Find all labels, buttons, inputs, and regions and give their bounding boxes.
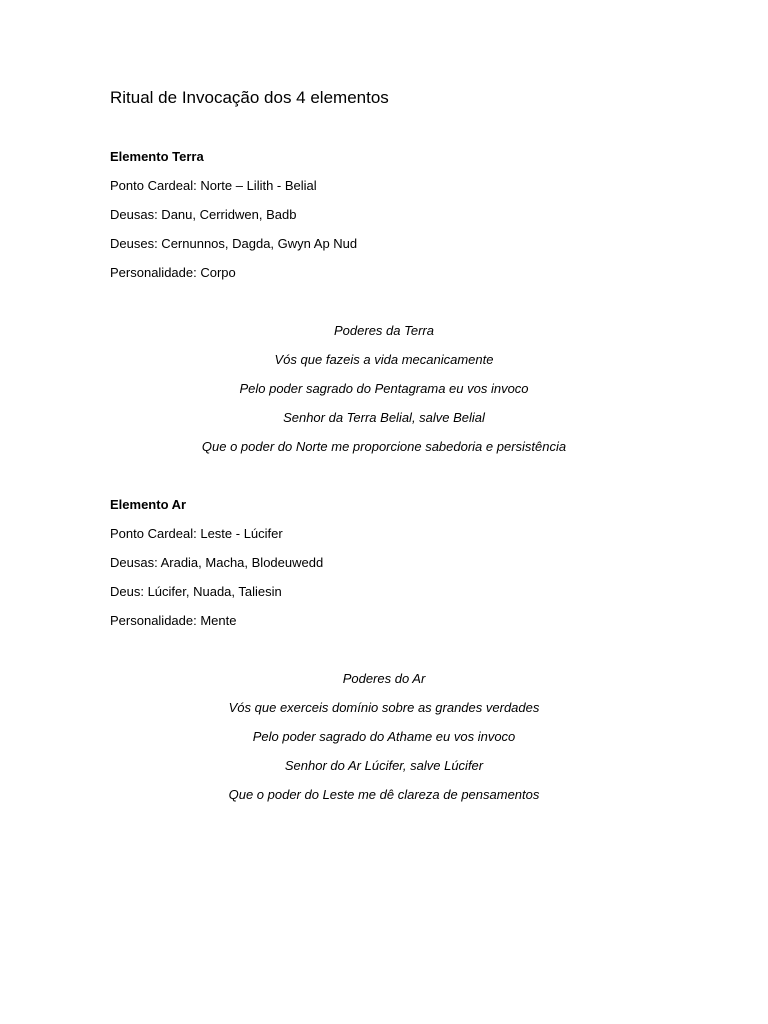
invocation-line: Pelo poder sagrado do Pentagrama eu vos invoco xyxy=(239,381,529,396)
page-title: Ritual de Invocação dos 4 elementos xyxy=(110,88,389,107)
invocation-line: Poderes do Ar xyxy=(342,671,426,686)
detail-line: Personalidade: Corpo xyxy=(110,265,236,280)
invocation-line: Vós que fazeis a vida mecanicamente xyxy=(274,352,494,367)
invocation-line: Que o poder do Leste me dê clareza de pensamentos xyxy=(228,787,540,802)
invocation-line: Senhor da Terra Belial, salve Belial xyxy=(283,410,485,425)
detail-line: Deusas: Danu, Cerridwen, Badb xyxy=(110,207,297,222)
section-heading-ar: Elemento Ar xyxy=(110,497,187,512)
detail-line: Ponto Cardeal: Norte – Lilith - Belial xyxy=(110,178,317,193)
invocation-line: Que o poder do Norte me proporcione sabedoria e persistência xyxy=(201,439,567,454)
detail-line: Deus: Lúcifer, Nuada, Taliesin xyxy=(110,584,282,599)
detail-line: Personalidade: Mente xyxy=(110,613,237,628)
invocation-line: Senhor do Ar Lúcifer, salve Lúcifer xyxy=(284,758,484,773)
invocation-line: Pelo poder sagrado do Athame eu vos invoco xyxy=(252,729,516,744)
invocation-line: Vós que exerceis domínio sobre as grandes verdades xyxy=(228,700,540,715)
detail-line: Ponto Cardeal: Leste - Lúcifer xyxy=(110,526,283,541)
detail-line: Deusas: Aradia, Macha, Blodeuwedd xyxy=(110,555,324,570)
section-heading-terra: Elemento Terra xyxy=(110,149,204,164)
detail-line: Deuses: Cernunnos, Dagda, Gwyn Ap Nud xyxy=(110,236,358,251)
invocation-line: Poderes da Terra xyxy=(334,323,434,338)
